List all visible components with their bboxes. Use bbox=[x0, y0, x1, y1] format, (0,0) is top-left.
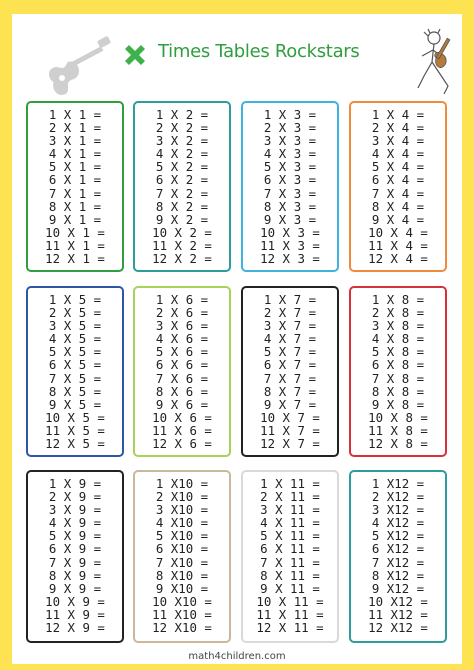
times-table-3 bbox=[241, 101, 339, 272]
equation-row: 12 X 8 = bbox=[368, 436, 428, 452]
equation-row: 7 X 2 = bbox=[155, 185, 209, 201]
equation-row: 11 X 2 = bbox=[152, 237, 212, 253]
equation-row: 4 X 6 = bbox=[155, 331, 209, 347]
equation-row: 8 X 9 = bbox=[48, 567, 102, 583]
equation-row: 10 X 2 = bbox=[152, 224, 212, 240]
equation-row: 10 X 6 = bbox=[152, 409, 212, 425]
equation-row: 8 X 6 = bbox=[155, 383, 209, 399]
equation-row: 3 X 11 = bbox=[260, 502, 320, 518]
equation-row: 5 X 6 = bbox=[155, 344, 209, 360]
equation-row: 5 X10 = bbox=[155, 528, 209, 544]
equation-row: 9 X 5 = bbox=[48, 396, 102, 412]
equation-row: 12 X 11 = bbox=[256, 620, 324, 636]
equation-row: 6 X 3 = bbox=[263, 172, 317, 188]
equation-row: 7 X 6 = bbox=[155, 370, 209, 386]
equation-row: 8 X 11 = bbox=[260, 567, 320, 583]
equation-row: 12 X 6 = bbox=[152, 436, 212, 452]
equation-row: 4 X10 = bbox=[155, 515, 209, 531]
equation-row: 2 X 11 = bbox=[260, 489, 320, 505]
equation-row: 6 X 1 = bbox=[48, 172, 102, 188]
equation-row: 1 X 5 = bbox=[48, 292, 102, 307]
equation-row: 6 X 5 = bbox=[48, 357, 102, 373]
equation-row: 6 X 9 = bbox=[48, 541, 102, 557]
equation-row: 11 X 5 = bbox=[45, 422, 105, 438]
equation-row: 10 X 1 = bbox=[45, 224, 105, 240]
equation-row: 7 X 11 = bbox=[260, 554, 320, 570]
equation-row: 5 X12 = bbox=[371, 528, 425, 544]
equation-row: 6 X12 = bbox=[371, 541, 425, 557]
equation-row: 1 X 1 = bbox=[48, 107, 102, 122]
equation-row: 1 X 2 = bbox=[155, 107, 209, 122]
equation-row: 12 X12 = bbox=[368, 620, 428, 636]
equation-row: 3 X10 = bbox=[155, 502, 209, 518]
multiply-x-icon bbox=[122, 42, 148, 68]
equation-row: 5 X 1 = bbox=[48, 159, 102, 175]
equation-row: 7 X12 = bbox=[371, 554, 425, 570]
equation-row: 11 X 9 = bbox=[45, 606, 105, 622]
equation-row: 10 X 9 = bbox=[45, 593, 105, 609]
equation-row: 6 X 11 = bbox=[260, 541, 320, 557]
equation-row: 5 X 5 = bbox=[48, 344, 102, 360]
equation-row: 6 X 7 = bbox=[263, 357, 317, 373]
equation-row: 8 X 4 = bbox=[371, 198, 425, 214]
equation-row: 1 X 9 = bbox=[48, 476, 102, 491]
equation-row: 6 X 4 = bbox=[371, 172, 425, 188]
equation-row: 2 X 5 = bbox=[48, 305, 102, 321]
equation-row: 4 X 4 = bbox=[371, 146, 425, 162]
equation-row: 2 X 9 = bbox=[48, 489, 102, 505]
equation-row: 2 X 2 = bbox=[155, 120, 209, 136]
equation-row: 7 X 9 = bbox=[48, 554, 102, 570]
equation-row: 8 X 3 = bbox=[263, 198, 317, 214]
equation-row: 2 X12 = bbox=[371, 489, 425, 505]
times-table-12 bbox=[349, 470, 447, 643]
equation-row: 12 X 5 = bbox=[45, 436, 105, 452]
equation-row: 4 X 1 = bbox=[48, 146, 102, 162]
equation-row: 3 X 5 = bbox=[48, 318, 102, 334]
equation-row: 11 X 8 = bbox=[368, 422, 428, 438]
equation-row: 12 X 1 = bbox=[45, 251, 105, 267]
equation-row: 7 X 1 = bbox=[48, 185, 102, 201]
equation-row: 9 X 7 = bbox=[263, 396, 317, 412]
equation-row: 1 X 7 = bbox=[263, 292, 317, 307]
times-table-9 bbox=[26, 470, 124, 643]
equation-row: 10 X12 = bbox=[368, 593, 428, 609]
equation-row: 5 X 8 = bbox=[371, 344, 425, 360]
rocker-icon bbox=[404, 28, 462, 100]
equation-row: 9 X 2 = bbox=[155, 211, 209, 227]
equation-row: 3 X 7 = bbox=[263, 318, 317, 334]
equation-row: 11 X12 = bbox=[368, 606, 428, 622]
times-table-7 bbox=[241, 286, 339, 457]
equation-row: 2 X10 = bbox=[155, 489, 209, 505]
footer-website: math4children.com bbox=[188, 651, 286, 662]
equation-row: 4 X 9 = bbox=[48, 515, 102, 531]
equation-row: 2 X 4 = bbox=[371, 120, 425, 136]
equation-row: 1 X 3 = bbox=[263, 107, 317, 122]
equation-row: 3 X 1 = bbox=[48, 133, 102, 149]
equation-row: 9 X 9 = bbox=[48, 580, 102, 596]
equation-row: 9 X 4 = bbox=[371, 211, 425, 227]
equation-row: 8 X10 = bbox=[155, 567, 209, 583]
equation-row: 10 X 8 = bbox=[368, 409, 428, 425]
equation-row: 12 X 9 = bbox=[45, 620, 105, 636]
guitar-icon bbox=[40, 36, 114, 100]
equation-row: 9 X 8 = bbox=[371, 396, 425, 412]
equation-row: 11 X 7 = bbox=[260, 422, 320, 438]
equation-row: 7 X 5 = bbox=[48, 370, 102, 386]
equation-row: 11 X 11 = bbox=[256, 606, 324, 622]
equation-row: 9 X 1 = bbox=[48, 211, 102, 227]
equation-row: 8 X12 = bbox=[371, 567, 425, 583]
equation-row: 11 X10 = bbox=[152, 606, 212, 622]
times-table-5 bbox=[26, 286, 124, 457]
equation-row: 8 X 1 = bbox=[48, 198, 102, 214]
equation-row: 5 X 11 = bbox=[260, 528, 320, 544]
times-table-10 bbox=[133, 470, 231, 643]
equation-row: 1 X12 = bbox=[371, 476, 425, 491]
equation-row: 7 X 3 = bbox=[263, 185, 317, 201]
times-table-8 bbox=[349, 286, 447, 457]
equation-row: 2 X 7 = bbox=[263, 305, 317, 321]
equation-row: 10 X 5 = bbox=[45, 409, 105, 425]
equation-row: 6 X 2 = bbox=[155, 172, 209, 188]
equation-row: 3 X 4 = bbox=[371, 133, 425, 149]
equation-row: 4 X 7 = bbox=[263, 331, 317, 347]
equation-row: 1 X 11 = bbox=[260, 476, 320, 491]
equation-row: 5 X 3 = bbox=[263, 159, 317, 175]
equation-row: 11 X 6 = bbox=[152, 422, 212, 438]
equation-row: 11 X 4 = bbox=[368, 237, 428, 253]
equation-row: 10 X 3 = bbox=[260, 224, 320, 240]
equation-row: 8 X 7 = bbox=[263, 383, 317, 399]
equation-row: 9 X12 = bbox=[371, 580, 425, 596]
equation-row: 2 X 3 = bbox=[263, 120, 317, 136]
equation-row: 7 X 7 = bbox=[263, 370, 317, 386]
equation-row: 12 X10 = bbox=[152, 620, 212, 636]
times-table-4 bbox=[349, 101, 447, 272]
equation-row: 6 X10 = bbox=[155, 541, 209, 557]
equation-row: 9 X 6 = bbox=[155, 396, 209, 412]
equation-row: 5 X 7 = bbox=[263, 344, 317, 360]
equation-row: 5 X 2 = bbox=[155, 159, 209, 175]
times-table-2 bbox=[133, 101, 231, 272]
equation-row: 3 X 6 = bbox=[155, 318, 209, 334]
equation-row: 3 X 8 = bbox=[371, 318, 425, 334]
equation-row: 9 X10 = bbox=[155, 580, 209, 596]
equation-row: 6 X 6 = bbox=[155, 357, 209, 373]
times-table-11 bbox=[241, 470, 339, 643]
equation-row: 3 X12 = bbox=[371, 502, 425, 518]
equation-row: 5 X 4 = bbox=[371, 159, 425, 175]
equation-row: 9 X 11 = bbox=[260, 580, 320, 596]
equation-row: 12 X 4 = bbox=[368, 251, 428, 267]
equation-row: 1 X10 = bbox=[155, 476, 209, 491]
equation-row: 9 X 3 = bbox=[263, 211, 317, 227]
equation-row: 7 X10 = bbox=[155, 554, 209, 570]
equation-row: 7 X 4 = bbox=[371, 185, 425, 201]
equation-row: 8 X 8 = bbox=[371, 383, 425, 399]
equation-row: 4 X 5 = bbox=[48, 331, 102, 347]
equation-row: 8 X 5 = bbox=[48, 383, 102, 399]
equation-row: 6 X 8 = bbox=[371, 357, 425, 373]
equation-row: 8 X 2 = bbox=[155, 198, 209, 214]
equation-row: 4 X 2 = bbox=[155, 146, 209, 162]
equation-row: 11 X 3 = bbox=[260, 237, 320, 253]
equation-row: 7 X 8 = bbox=[371, 370, 425, 386]
equation-row: 11 X 1 = bbox=[45, 237, 105, 253]
equation-row: 4 X12 = bbox=[371, 515, 425, 531]
equation-row: 12 X 7 = bbox=[260, 436, 320, 452]
equation-row: 12 X 3 = bbox=[260, 251, 320, 267]
equation-row: 10 X10 = bbox=[152, 593, 212, 609]
equation-row: 1 X 8 = bbox=[371, 292, 425, 307]
equation-row: 4 X 8 = bbox=[371, 331, 425, 347]
equation-row: 4 X 11 = bbox=[260, 515, 320, 531]
equation-row: 10 X 11 = bbox=[256, 593, 324, 609]
equation-row: 10 X 7 = bbox=[260, 409, 320, 425]
equation-row: 2 X 6 = bbox=[155, 305, 209, 321]
equation-row: 4 X 3 = bbox=[263, 146, 317, 162]
equation-row: 5 X 9 = bbox=[48, 528, 102, 544]
equation-row: 3 X 3 = bbox=[263, 133, 317, 149]
equation-row: 1 X 4 = bbox=[371, 107, 425, 122]
equation-row: 2 X 1 = bbox=[48, 120, 102, 136]
equation-row: 12 X 2 = bbox=[152, 251, 212, 267]
times-table-1 bbox=[26, 101, 124, 272]
worksheet-header bbox=[12, 14, 462, 96]
equation-row: 3 X 9 = bbox=[48, 502, 102, 518]
equation-row: 10 X 4 = bbox=[368, 224, 428, 240]
equation-row: 3 X 2 = bbox=[155, 133, 209, 149]
equation-row: 2 X 8 = bbox=[371, 305, 425, 321]
equation-row: 1 X 6 = bbox=[155, 292, 209, 307]
page-title: Times Tables Rockstars bbox=[158, 41, 360, 62]
times-table-6 bbox=[133, 286, 231, 457]
